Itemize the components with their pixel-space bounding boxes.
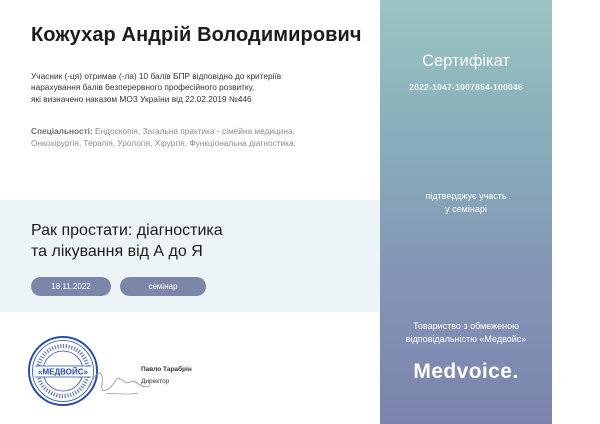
company-name: [380, 320, 552, 345]
event-type-badge: семінар: [120, 277, 206, 296]
confirmation-text: [380, 190, 552, 215]
specialties: [31, 125, 361, 149]
description-line: Учасник (-ця) отримав (-ла) 10 балів БПР відповідно до критеріїв: [31, 71, 282, 81]
specialties-label: Спеціальності:: [31, 126, 93, 136]
signer-name: Павло Тарабрін: [141, 366, 192, 373]
bpr-description: [31, 71, 331, 105]
certificate-number: 2022-1047-1007854-100046: [409, 82, 523, 92]
course-title: [31, 220, 331, 262]
specialties-list-line1: Ендоскопія, Загальна практика - сімейна медицина,: [92, 126, 295, 136]
recipient-name: Кожухар Андрій Володимирович: [31, 24, 362, 46]
medvoice-logo: Medvoice.: [413, 360, 519, 383]
stamp-center-text: «МЕДВОЙС»: [38, 367, 88, 377]
certificate-side-panel: [380, 0, 552, 424]
description-line: які визначено наказом МОЗ України від 22.02.2019 №446: [31, 93, 252, 104]
signer-role: Директор: [141, 378, 170, 385]
company-line1: Товариство з обмеженою: [413, 321, 519, 331]
certificate-title: Сертифікат: [422, 52, 510, 70]
specialties-list-line2: Онкохірургія, Терапія, Урологія, Хірургія, Функціональна діагностика.: [31, 138, 296, 148]
company-line2: відповідальністю «Медвойс»: [405, 333, 527, 344]
description-line: нарахування балів безперервного професійного розвитку,: [31, 82, 255, 93]
confirmation-line1: підтверджує участь: [425, 191, 507, 201]
course-title-line1: Рак простати: діагностика: [31, 222, 223, 239]
date-badge: 18.11.2022: [31, 277, 111, 296]
course-title-line2: та лікування від А до Я: [31, 243, 203, 260]
confirmation-line2: у семінарі: [445, 203, 487, 214]
